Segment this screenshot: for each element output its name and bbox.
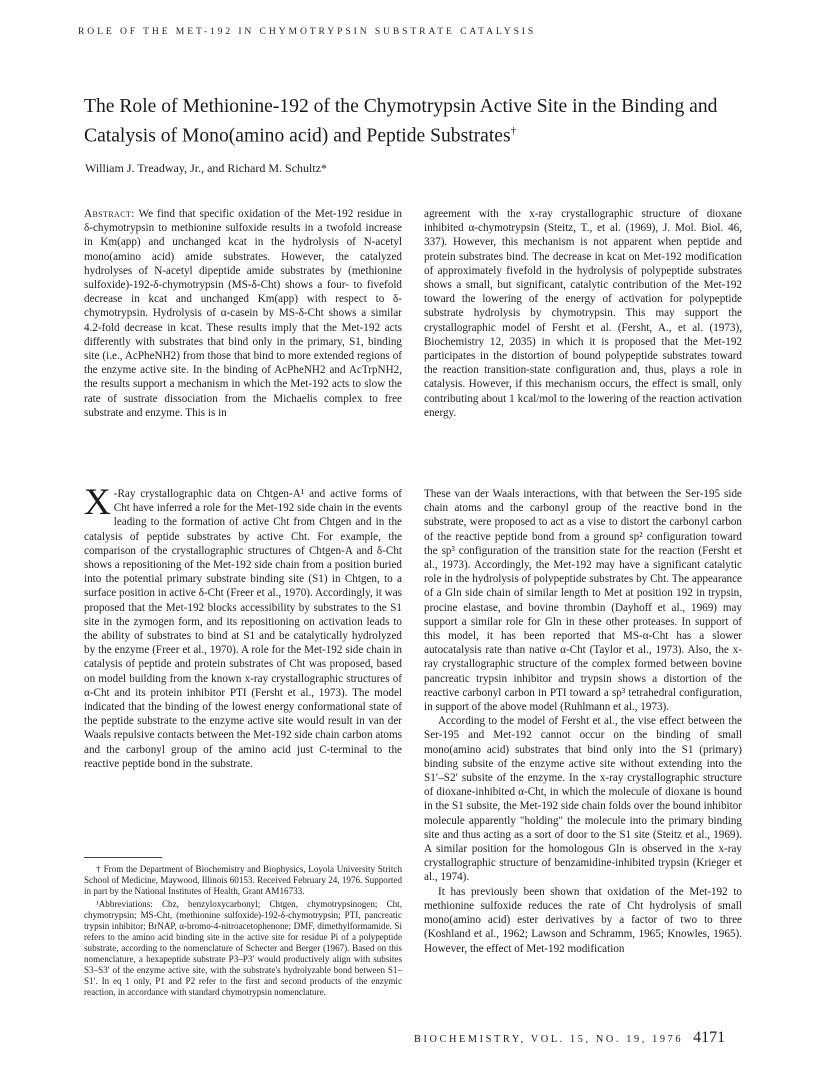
- intro-text: -Ray crystallographic data on Chtgen-A¹ and active forms of Cht have inferred a role for the Met-192 side chain in the events leading to the formation of active Cht from Chtgen and in the catalysis of peptide substrates by active Cht. For example, the comparison of the crystallographic structures of Chtgen-A and δ-Cht shows a repositioning of the Met-192 side chain from a position buried into the potential primary substrate binding site (S1) in Chtgen, to a surface position in active δ-Cht (Freer et al., 1970). Accordingly, it was proposed that the Met-192 blocks accessibility by substrates to the S1 site in the zymogen form, and its repositioning on activation leads to the ability of substrates to bind at S1 and be catalytically hydrolyzed by the enzyme (Freer et al., 1970). A role for the Met-192 side chain in catalysis of peptide and protein substrates of Cht was proposed, based on model building from the known x-ray crystallographic structures of α-Cht and its protein inhibitor PTI (Fersht et al., 1973). The model indicated that the binding of the lowest energy conformational state of the peptide substrate to the enzyme active site would result in van der Waals repulsive contacts between the Met-192 side chain carbon atoms and the carbonyl group of the amino acid just C-terminal to the reactive peptide bond in the substrate.: [84, 488, 402, 770]
- running-head: ROLE OF THE MET-192 IN CHYMOTRYPSIN SUBSTRATE CATALYSIS: [78, 26, 537, 37]
- abstract-text-right: agreement with the x-ray crystallographic structure of dioxane inhibited α-chymotrypsin (Steitz, T., et al. (1969), J. Mol. Biol. 46, 337). However, this mechanism is not apparent when peptide and protein substrates bind. The decrease in kcat on Met-192 modification of approximately fivefold in the hydrolysis of polypeptide substrates shows a small, but significant, catalytic contribution of the Met-192 toward the lowering of the energy of activation for polypeptide substrate hydrolysis by chymotrypsin. This may support the crystallographic model of Fersht et al. (Fersht, A., et al. (1973), Biochemistry 12, 2035) in which it is proposed that the Met-192 participates in the distortion of bound polypeptide substrates toward the reaction transition-state configuration and, thus, plays a role in catalysis. However, if this mechanism occurs, the effect is small, only contributing about 1 kcal/mol to the lowering of the reaction activation energy.: [424, 208, 742, 419]
- abstract-label: Abstract:: [84, 208, 135, 220]
- footnote-divider: [84, 857, 162, 858]
- title-footnote-mark: †: [510, 125, 517, 137]
- abstract-column-left: [84, 207, 402, 420]
- body-column-left: [84, 482, 402, 771]
- abbreviations-footnote: ¹Abbreviations: Cbz, benzyloxycarbonyl; Chtgen, chymotrypsinogen; Cht, chymotrypsin; MS-Cht, (methionine sulfoxide)-192-δ-chymotrypsin; PTI, pancreatic trypsin inhibitor; BrNAP, α-bromo-4-nitroacetophenone; DMF, dimethylformamide. Si refers to the amino acid binding site in the active site for residue Pi of a polypeptide substrate, according to the nomenclature of Schecter and Berger (1967). Based on this nomenclature, a hexapeptide substrate P3–P3′ would productively align with subsites S3–S3′ of the enzyme active site, with the substrate's hydrolyzable bond between S1–S1′. In eq 1 only, P1 and P2 refer to the first and second products of the enzymic reaction, in accordance with standard chymotrypsin nomenclature.: [84, 899, 402, 997]
- abstract-column-right: [424, 207, 742, 420]
- journal-citation: BIOCHEMISTRY, VOL. 15, NO. 19, 1976: [414, 1034, 684, 1045]
- drop-cap: X: [84, 482, 111, 523]
- body-paragraph-1: These van der Waals interactions, with that between the Ser-195 side chain atoms and the carbonyl group of the reactive bond in the substrate, were proposed to act as a vise to distort the carbonyl carbon of the reactive peptide bond from a ground sp² configuration toward the sp³ configuration of the transition state for the reaction (Fersht et al., 1973). Accordingly, the Met-192 may have a significant catalytic role in the hydrolysis of polypeptide substrates by Cht. The appearance of a Gln side chain of similar length to Met at position 192 in trypsin, procine elastase, and bovine thrombin (Dayhoff et al., 1969) may support a similar role for Gln in these other proteases. In support of this model, it has been reported that MS-α-Cht has a slower autocatalysis rate than native α-Cht (Taylor et al., 1973). Also, the x-ray crystallographic structure of the complex formed between bovine pancreatic trypsin inhibitor and trypsin shows a distortion of the reactive carbonyl carbon in PTI toward a sp³ tetrahedral configuration, in support of the above model (Ruhlmann et al., 1973).: [424, 488, 742, 714]
- footnotes: [84, 864, 402, 1000]
- article-title: [84, 95, 724, 149]
- author-line: William J. Treadway, Jr., and Richard M. Schultz*: [85, 161, 328, 175]
- journal-footer: [414, 1029, 754, 1047]
- abstract-paragraph-start: [84, 207, 402, 420]
- body-column-right: [424, 487, 742, 956]
- title-text: The Role of Methionine-192 of the Chymotrypsin Active Site in the Binding and Catalysis of Mono(amino acid) and Peptide Substrates: [84, 96, 718, 147]
- abstract-text-left: We find that specific oxidation of the Met-192 residue in δ-chymotrypsin to methionine sulfoxide results in a twofold increase in Km(app) and unchanged kcat in the hydrolysis of N-acetyl mono(amino acid) amide substrates. However, the catalyzed hydrolyses of N-acetyl dipeptide amide substrates by (methionine sulfoxide)-192-δ-chymotrypsin (MS-δ-Cht) shows a four- to fivefold decrease in kcat and unchanged Km(app) with respect to δ-chymotrypsin. Hydrolysis of α-casein by MS-δ-Cht shows a similar 4.2-fold decrease in kcat. These results imply that the Met-192 acts differently with substrates that bind only in the primary, S1, binding site (i.e., AcPheNH2) from those that bind to more extended regions of the enzyme active site. In the binding of AcPheNH2 and AcTrpNH2, the results support a mechanism in which the Met-192 acts to slow the rate of sustrate dissociation from the Michaelis complex to free substrate and enzyme. This is in: [84, 208, 402, 419]
- affiliation-footnote: † From the Department of Biochemistry and Biophysics, Loyola University Stritch School of Medicine, Maywood, Illinois 60153. Received February 24, 1976. Supported in part by the National Institutes of Health, Grant AM16733.: [84, 864, 402, 896]
- body-paragraph-2: According to the model of Fersht et al., the vise effect between the Ser-195 and Met-192 cannot occur on the binding of small mono(amino acid) substrates that bind only into the S1 (primary) binding subsite of the enzyme active site without extending into the S1′–S2′ subsite of the enzyme. In the x-ray crystallographic structure of dioxane-inhibited α-Cht, in which the molecule of dioxane is bound in the S1 subsite, the Met-192 side chain folds over the bound inhibitor molecule apparently "holding" the molecule into the primary binding site and thus acting as a sort of door to the S1 site (Steitz et al., 1969). A similar position for the homologous Gln is observed in the x-ray crystallographic structure of benzamidine-inhibited trypsin (Krieger et al., 1974).: [424, 715, 742, 884]
- page-number: 4171: [693, 1029, 726, 1046]
- intro-paragraph: [84, 482, 402, 771]
- body-paragraph-3: It has previously been shown that oxidation of the Met-192 to methionine sulfoxide reduces the rate of Cht hydrolysis of small mono(amino acid) ester derivatives by a factor of two to three (Koshland et al., 1962; Lawson and Schramm, 1965; Knowles, 1965). However, the effect of Met-192 modification: [424, 885, 742, 955]
